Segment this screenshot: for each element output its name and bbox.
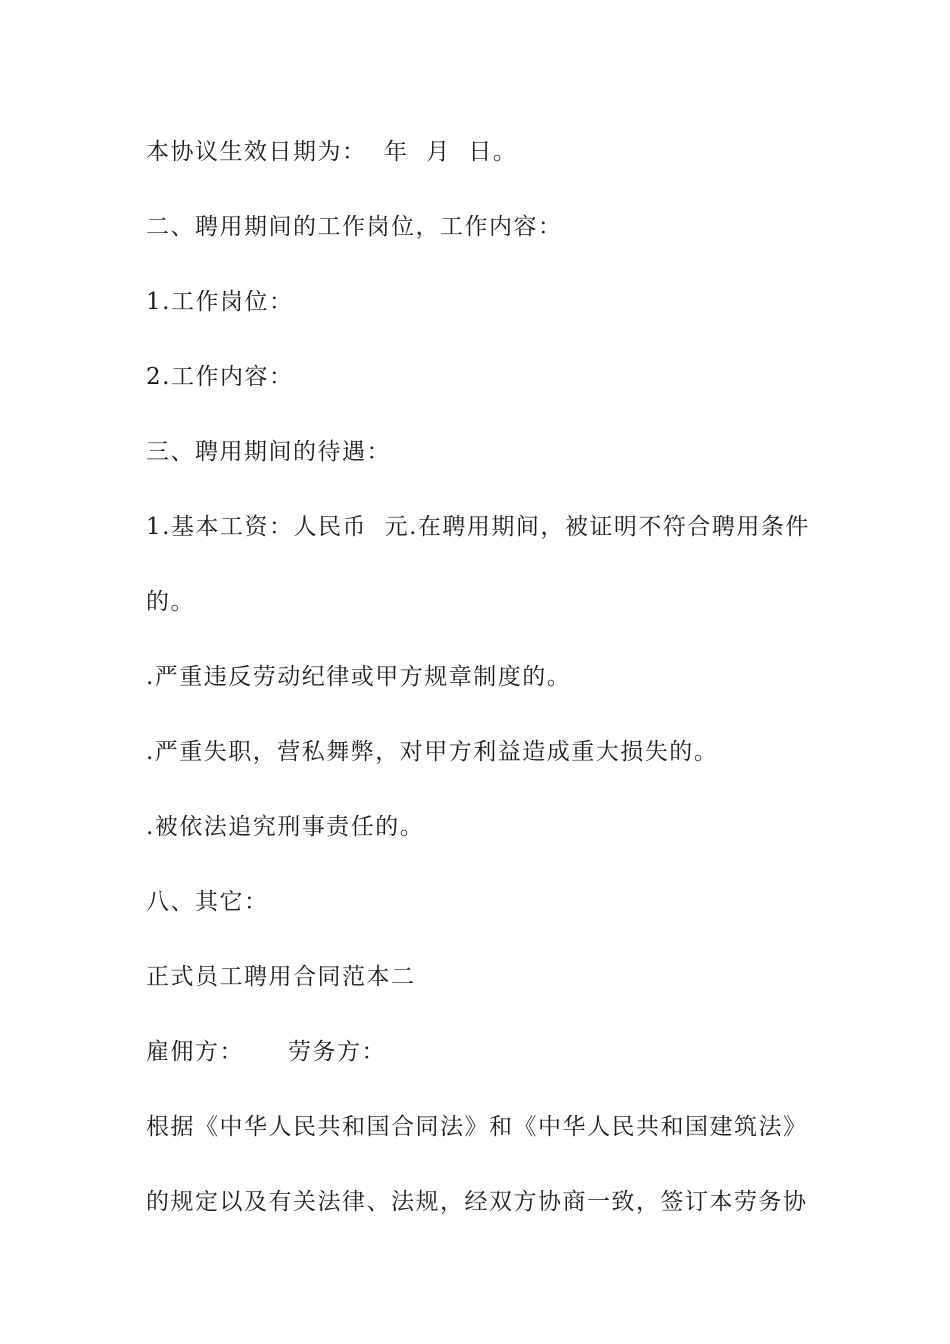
misconduct-clause: .严重失职，营私舞弊，对甲方利益造成重大损失的。 — [146, 739, 719, 765]
section-two-heading: 二、聘用期间的工作岗位，工作内容： — [146, 214, 563, 240]
legal-basis-line: 根据《中华人民共和国合同法》和《中华人民共和国建筑法》 — [146, 1114, 808, 1140]
contract-template-title: 正式员工聘用合同范本二 — [146, 964, 416, 990]
basic-salary-line: 1.基本工资：人民币 元.在聘用期间，被证明不符合聘用条件 — [146, 514, 810, 540]
job-content-line: 2.工作内容： — [146, 364, 294, 390]
discipline-clause: .严重违反劳动纪律或甲方规章制度的。 — [146, 664, 572, 690]
parties-line: 雇佣方： 劳务方： — [146, 1039, 387, 1065]
section-three-heading: 三、聘用期间的待遇： — [146, 439, 391, 465]
section-eight-heading: 八、其它： — [146, 889, 269, 915]
basic-salary-line-continued: 的。 — [146, 589, 195, 615]
criminal-liability-clause: .被依法追究刑事责任的。 — [146, 814, 425, 840]
legal-basis-line-continued: 的规定以及有关法律、法规，经双方协商一致，签订本劳务协 — [146, 1189, 808, 1215]
job-position-line: 1.工作岗位： — [146, 289, 294, 315]
effective-date-line: 本协议生效日期为： 年 月 日。 — [146, 139, 518, 165]
